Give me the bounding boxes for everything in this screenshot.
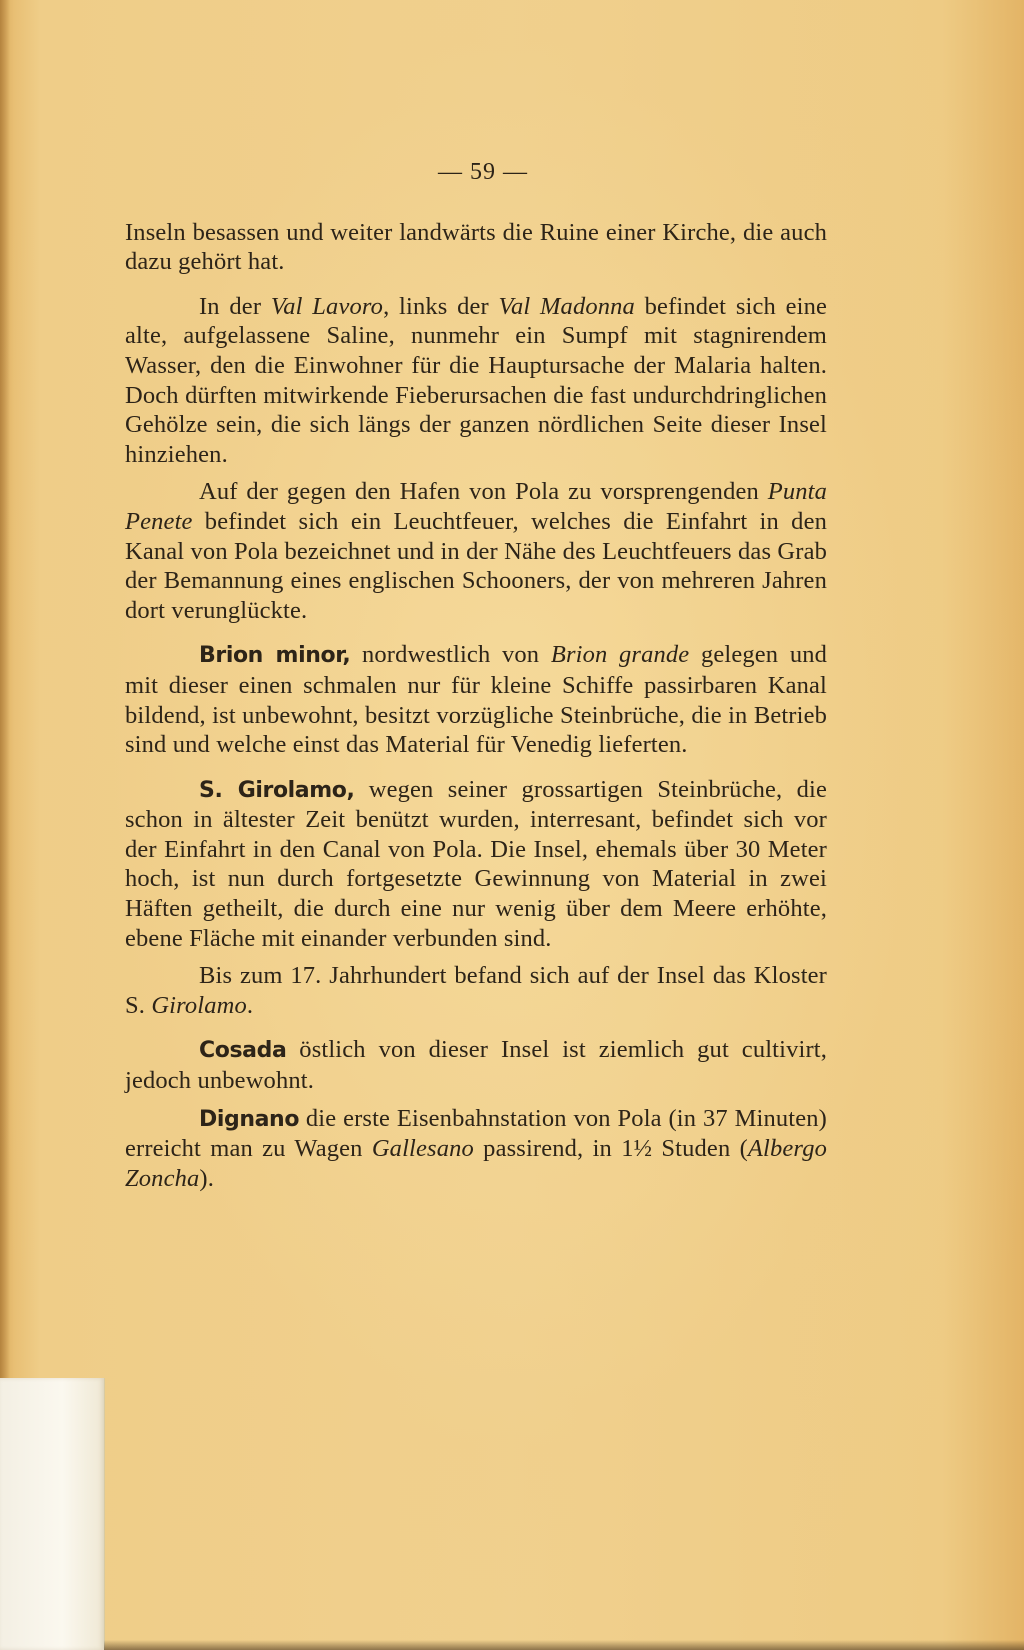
text-run: Bis zum 17. Jahrhundert befand sich auf der Insel das Kloster S. — [125, 962, 827, 1019]
text-run: wegen seiner grossartigen Steinbrüche, die schon in ältester Zeit benützt wurden, interresant, befindet sich vor der Einfahrt in den Canal von Pola. Die Insel, ehemals über 30 Meter hoch, ist nun durch fortgesetzte Gewinnung von Material in zwei Häften getheilt, die durch eine nur wenig über dem Meere erhöhte, ebene Fläche mit einander verbunden sind. — [125, 775, 828, 952]
place-italic: Val Lavoro — [270, 292, 384, 320]
text-run: , links der — [383, 292, 499, 320]
paragraph-val-lavoro — [125, 292, 827, 470]
paragraph-s-girolamo — [125, 775, 827, 954]
text-run: östlich von dieser Insel ist ziemlich gut cultivirt, jedoch unbewohnt. — [125, 1036, 827, 1095]
text-run: nordwestlich von — [350, 641, 551, 669]
place-italic: Brion grande — [550, 641, 690, 669]
text-run: befindet sich ein Leuchtfeuer, welches die Einfahrt in den Kanal von Pola bezeichnet und in der Nähe des Leuchtfeuers das Grab der Bemannung eines englischen Schooners, der von mehreren Jahren dort verunglückte. — [125, 507, 827, 624]
place-italic: Punta Penete — [125, 478, 827, 535]
text-run: passirend, in 1½ Studen ( — [473, 1135, 748, 1163]
page-edge-shadow — [0, 0, 10, 1378]
page-bottom-shadow — [104, 1640, 1024, 1650]
page-number: — 59 — — [438, 159, 528, 185]
place-italic: Albergo Zoncha — [125, 1135, 827, 1192]
text-run: die erste Eisenbahnstation von Pola (in 37 Minuten) erreicht man zu Wagen — [125, 1104, 827, 1163]
paragraph-cosada — [125, 1035, 827, 1095]
place-heading: S. Girolamo, — [199, 777, 355, 803]
place-italic: Girolamo — [151, 991, 247, 1019]
text-run: gelegen und mit dieser einen schmalen nur für kleine Schiffe passirbaren Kanal bildend, ist unbewohnt, besitzt vorzügliche Steinbrüche, die in Betrieb sind und welche einst das Material für Venedig lieferten. — [125, 641, 828, 759]
place-heading: Dignano — [199, 1106, 300, 1132]
paragraph-punta-penete — [125, 477, 827, 625]
place-heading: Cosada — [199, 1038, 287, 1064]
place-italic: Gallesano — [371, 1135, 474, 1163]
text-run: In der — [199, 292, 271, 320]
text-run: ). — [199, 1164, 214, 1192]
text-run: Auf der gegen den Hafen von Pola zu vorsprengenden — [199, 478, 768, 506]
paper-strip — [0, 1378, 105, 1650]
text-run: . — [246, 991, 254, 1019]
place-italic: Val Madonna — [498, 292, 635, 320]
paragraph-kloster — [125, 961, 827, 1020]
text-run: befindet sich eine alte, aufgelassene Saline, nunmehr ein Sumpf mit stagnirendem Wasser, den die Einwohner für die Hauptursache der Malaria halten. Doch dürften mitwirkende Fieberursachen die fast undurchdringlichen Gehölze sein, die sich längs der ganzen nördlichen Seite dieser Insel hinziehen. — [125, 292, 827, 468]
place-heading: Brion minor, — [199, 643, 351, 669]
paragraph-dignano — [125, 1104, 827, 1194]
paragraph-brion-minor — [125, 640, 827, 759]
text-block — [125, 158, 827, 1193]
paragraph-ruine — [125, 218, 827, 277]
paragraph-text: Inseln besassen und weiter landwärts die Ruine einer Kirche, die auch dazu gehört hat. — [125, 218, 827, 276]
